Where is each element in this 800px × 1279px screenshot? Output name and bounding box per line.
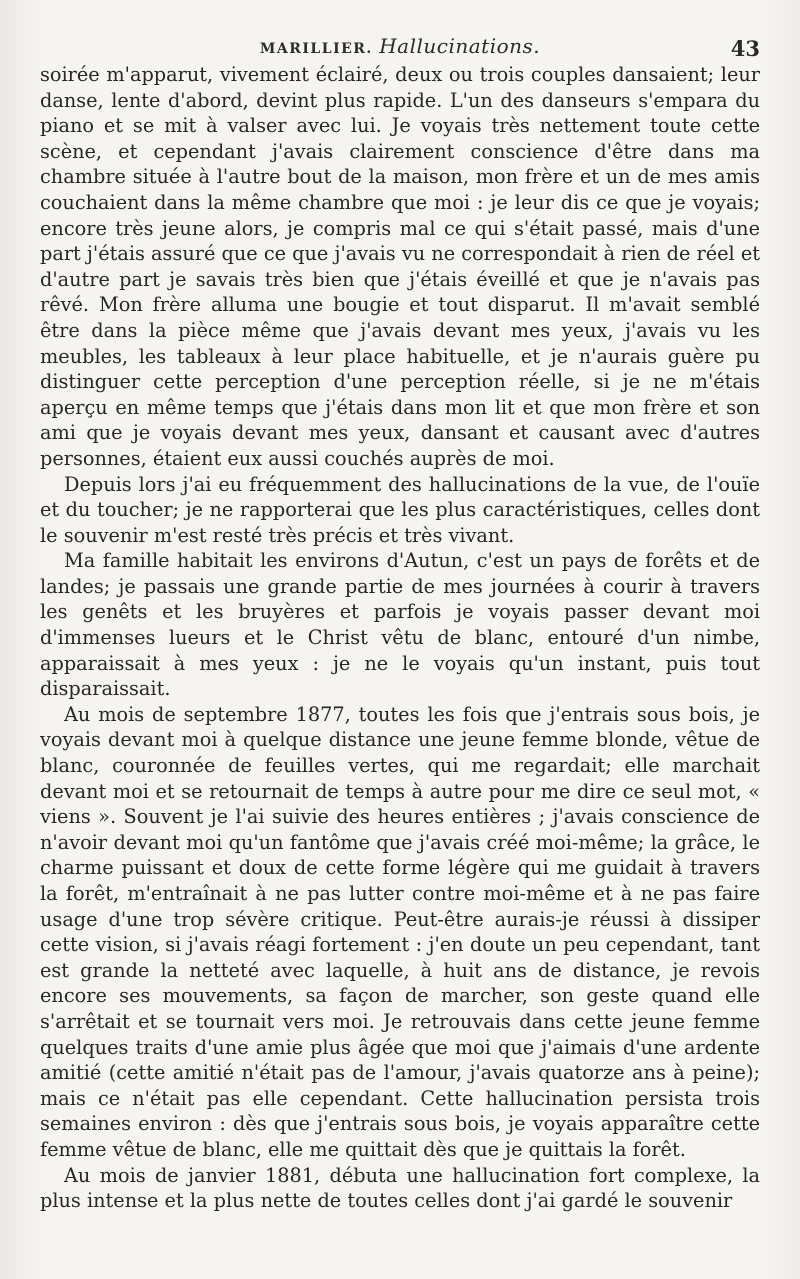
- paragraph: soirée m'apparut, vivement éclairé, deux ou trois couples dansaient; leur danse, lente d'abord, devint plus rapide. L'un des danseurs s'empara du piano et se mit à valser avec lui. Je voyais très nettement toute cette scène, et cependant j'avais clairement conscience d'être dans ma chambre située à l'autre bout de la maison, mon frère et un de mes amis couchaient dans la même chambre que moi : je leur dis ce que je voyais; encore très jeune alors, je compris mal ce qui s'était passé, mais d'une part j'étais assuré que ce que j'avais vu ne correspondait à rien de réel et d'autre part je savais très bien que j'étais éveillé et que je n'avais pas rêvé. Mon frère alluma une bougie et tout disparut. Il m'avait semblé être dans la pièce même que j'avais devant mes yeux, j'avais vu les meubles, les tableaux à leur place habituelle, et je n'aurais guère pu distinguer cette perception d'une perception réelle, si je ne m'étais aperçu en même temps que j'étais dans mon lit et que mon frère et son ami que je voyais devant mes yeux, dansant et causant avec d'autres personnes, étaient eux aussi couchés auprès de moi.: [40, 63, 760, 470]
- running-head: [40, 34, 760, 58]
- page-number: 43: [730, 36, 760, 61]
- paragraph: Au mois de septembre 1877, toutes les fois que j'entrais sous bois, je voyais devant moi à quelque distance une jeune femme blonde, vêtue de blanc, couronnée de feuilles vertes, qui me regardait; elle marchait devant moi et se retournait de temps à autre pour me dire ce seul mot, « viens ». Souvent je l'ai suivie des heures entières ; j'avais conscience de n'avoir devant moi qu'un fantôme que j'avais créé moi-même; la grâce, le charme puissant et doux de cette forme légère qui me guidait à travers la forêt, m'entraînait à ne pas lutter contre moi-même et à ne pas faire usage d'une trop sévère critique. Peut-être aurais-je réussi à dissiper cette vision, si j'avais réagi fortement : j'en doute un peu cependant, tant est grande la netteté avec laquelle, à huit ans de distance, je revois encore ses mouvements, sa façon de marcher, son geste quand elle s'arrêtait et se tournait vers moi. Je retrouvais dans cette jeune femme quelques traits d'une amie plus âgée que moi que j'aimais d'une ardente amitié (cette amitié n'était pas de l'amour, j'avais quatorze ans à peine); mais ce n'était pas elle cependant. Cette hallucination persista trois semaines environ : dès que j'entrais sous bois, je voyais apparaître cette femme vêtue de blanc, elle me quittait dès que je quittais la forêt.: [40, 702, 760, 1161]
- running-head-title: Hallucinations.: [379, 34, 541, 58]
- paragraph: Ma famille habitait les environs d'Autun, c'est un pays de forêts et de landes; je passais une grande partie de mes journées à courir à travers les genêts et les bruyères et parfois je voyais passer devant moi d'immenses lueurs et le Christ vêtu de blanc, entouré d'un nimbe, apparaissait à mes yeux : je ne le voyais qu'un instant, puis tout disparaissait.: [40, 549, 760, 701]
- body-text: [40, 62, 760, 1214]
- running-head-author: MARILLIER.: [259, 41, 373, 57]
- page-header: [40, 34, 760, 61]
- paragraph: Au mois de janvier 1881, débuta une hallucination fort complexe, la plus intense et la plus nette de toutes celles dont j'ai gardé le souvenir: [40, 1163, 760, 1213]
- paragraph: Depuis lors j'ai eu fréquemment des hallucinations de la vue, de l'ouïe et du toucher; je ne rapporterai que les plus caractéristiques, celles dont le souvenir m'est resté très précis et très vivant.: [40, 472, 760, 547]
